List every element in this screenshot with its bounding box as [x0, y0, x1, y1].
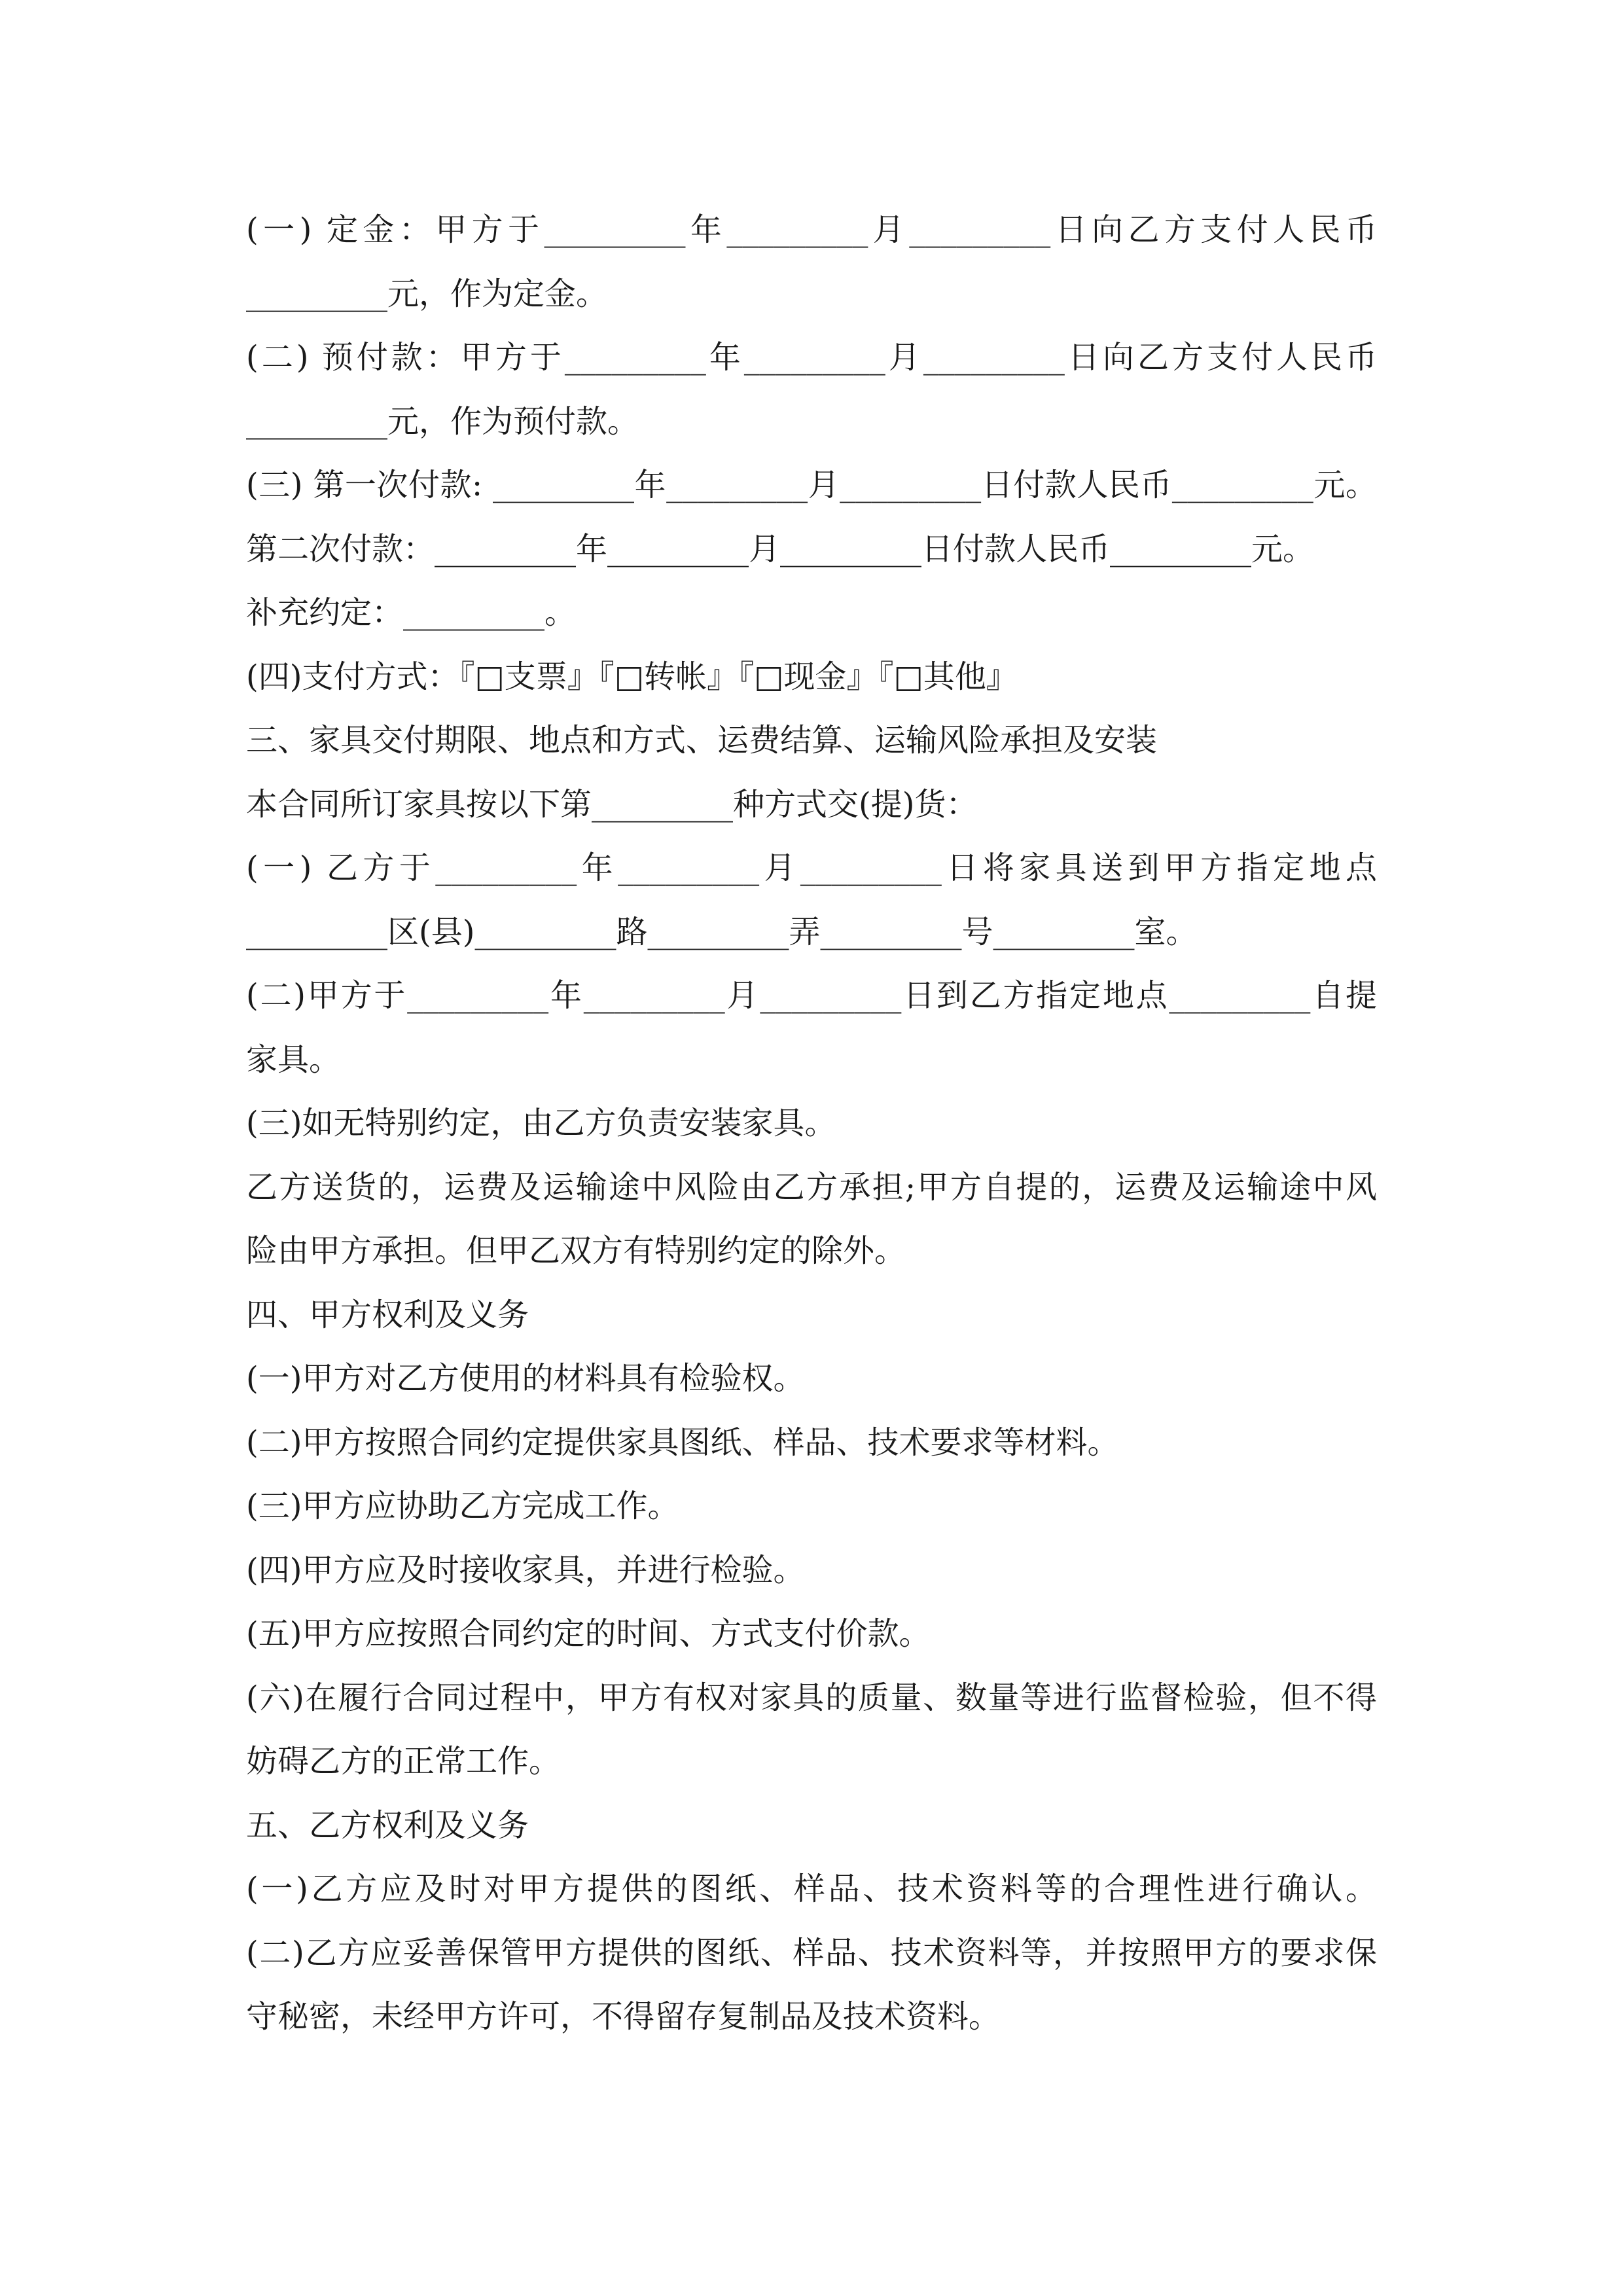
delivery-option-1-address: _________区(县)_________路_________弄_________号_________室。 [246, 913, 1198, 950]
party-b-item-2: (二)乙方应妥善保管甲方提供的图纸、样品、技术资料等，并按照甲方的要求保 [246, 1934, 1377, 1971]
delivery-option-1: (一) 乙方于_________年_________月_________日将家具送到甲方指定地点 [246, 850, 1377, 886]
party-a-item-2: (二)甲方按照合同约定提供家具图纸、样品、技术要求等材料。 [246, 1424, 1119, 1461]
delivery-option-2: (二)甲方于_________年_________月_________日到乙方指定地点_________自提 [246, 977, 1377, 1014]
prepayment-clause: (二) 预付款：甲方于_________年_________月_________日向乙方支付人民币 [246, 339, 1377, 376]
installation-clause: (三)如无特别约定，由乙方负责安装家具。 [246, 1105, 836, 1141]
delivery-method-intro: 本合同所订家具按以下第_________种方式交(提)货： [246, 785, 978, 823]
party-a-rights-section [246, 1283, 1377, 1794]
supplementary-terms-line: 补充约定：_________。 [246, 594, 577, 631]
freight-risk-clause-continued: 险由甲方承担。但甲乙双方有特别约定的除外。 [246, 1232, 906, 1269]
party-b-item-1: (一)乙方应及时对甲方提供的图纸、样品、技术资料等的合理性进行确认。 [246, 1871, 1377, 1907]
party-a-item-6-continued: 妨碍乙方的正常工作。 [246, 1743, 561, 1780]
party-b-rights-section [246, 1794, 1377, 2049]
section-4-heading: 四、甲方权利及义务 [246, 1296, 529, 1333]
delivery-option-2-continued: 家具。 [246, 1041, 341, 1078]
party-a-item-3: (三)甲方应协助乙方完成工作。 [246, 1488, 679, 1524]
delivery-section [246, 709, 1377, 1283]
first-installment-clause: (三) 第一次付款: _________年_________月_________日付款人民币_________元。 [246, 467, 1377, 503]
deposit-clause-continued: _________元，作为定金。 [246, 275, 608, 312]
second-installment-clause: 第二次付款：_________年_________月_________日付款人民币_________元。 [246, 530, 1315, 567]
party-a-item-4: (四)甲方应及时接收家具，并进行检验。 [246, 1551, 805, 1588]
party-a-item-1: (一)甲方对乙方使用的材料具有检验权。 [246, 1360, 805, 1397]
prepayment-clause-continued: _________元，作为预付款。 [246, 403, 639, 440]
payment-method-clause: (四)支付方式：『□支票』『□转帐』『□现金』『□其他』 [246, 658, 1018, 695]
section-3-heading: 三、家具交付期限、地点和方式、运费结算、运输风险承担及安装 [246, 722, 1158, 759]
deposit-clause: (一) 定金：甲方于_________年_________月_________日向乙方支付人民币 [246, 211, 1377, 248]
payment-terms-section [246, 198, 1377, 709]
section-5-heading: 五、乙方权利及义务 [246, 1806, 529, 1844]
document-page [246, 198, 1377, 2049]
freight-risk-clause: 乙方送货的，运费及运输途中风险由乙方承担;甲方自提的，运费及运输途中风 [246, 1168, 1377, 1206]
party-a-item-5: (五)甲方应按照合同约定的时间、方式支付价款。 [246, 1615, 931, 1652]
party-a-item-6: (六)在履行合同过程中，甲方有权对家具的质量、数量等进行监督检验，但不得 [246, 1679, 1377, 1716]
party-b-item-2-continued: 守秘密，未经甲方许可，不得留存复制品及技术资料。 [246, 1998, 1001, 2035]
